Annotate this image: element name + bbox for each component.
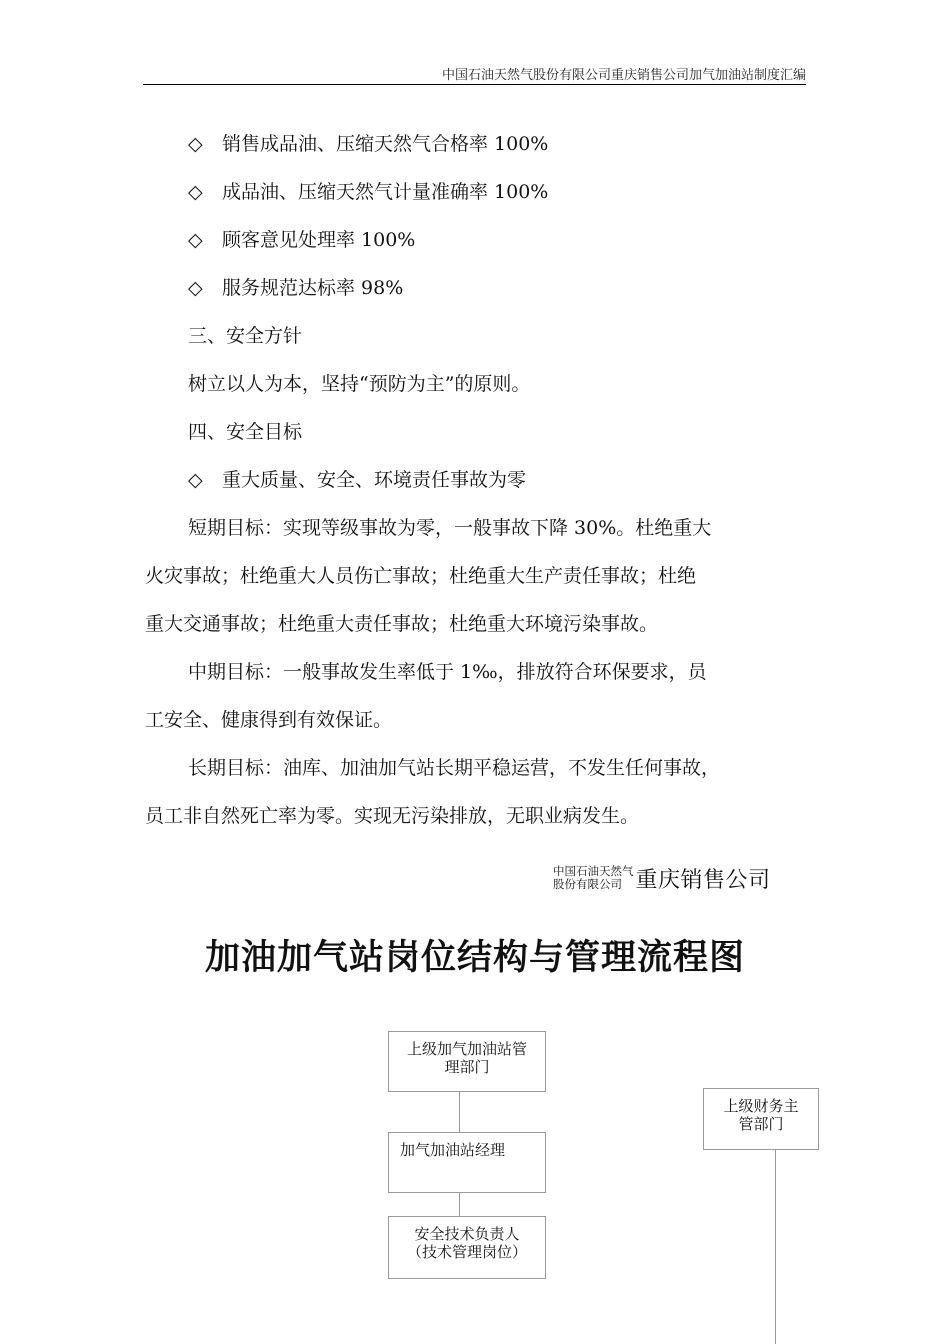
connector-line <box>775 1150 776 1344</box>
chart-title: 加油加气站岗位结构与管理流程图 <box>204 937 745 978</box>
paragraph-line: 工安全、健康得到有效保证。 <box>145 709 393 731</box>
bullet-text: 服务规范达标率 98% <box>222 277 404 299</box>
logo-line: 中国石油天然气 <box>553 864 634 878</box>
header-rule <box>143 84 806 85</box>
box-safety-technical-lead <box>388 1216 546 1279</box>
box-text: 上级财务主 <box>723 1097 799 1115</box>
bullet-item <box>188 132 548 156</box>
bullet-item <box>188 276 403 300</box>
paragraph-line: 短期目标：实现等级事故为零，一般事故下降 30%。杜绝重大 <box>188 517 712 539</box>
paragraph: 树立以人为本，坚持“预防为主”的原则。 <box>188 373 531 395</box>
connector-line <box>459 1092 460 1132</box>
logo-small-text <box>553 865 634 891</box>
bullet-item <box>188 180 548 204</box>
bullet-item <box>188 228 415 252</box>
box-text: 安全技术负责人 <box>414 1225 520 1243</box>
paragraph-line: 火灾事故；杜绝重大人员伤亡事故；杜绝重大生产责任事故；杜绝 <box>145 565 697 587</box>
company-logo <box>553 862 771 894</box>
bullet-text: 顾客意见处理率 100% <box>222 229 416 251</box>
diamond-bullet-icon: ◇ <box>188 277 203 299</box>
diamond-bullet-icon: ◇ <box>188 133 203 155</box>
diamond-bullet-icon: ◇ <box>188 469 203 491</box>
box-upper-finance <box>703 1088 819 1150</box>
diamond-bullet-icon: ◇ <box>188 181 203 203</box>
bullet-text: 销售成品油、压缩天然气合格率 100% <box>222 133 549 155</box>
box-text: （技术管理岗位） <box>406 1243 527 1261</box>
bullet-text: 重大质量、安全、环境责任事故为零 <box>222 469 527 491</box>
box-upper-station-management <box>388 1031 546 1092</box>
diamond-bullet-icon: ◇ <box>188 229 203 251</box>
box-text: 加气加油站经理 <box>400 1141 506 1159</box>
logo-big-text: 重庆销售公司 <box>635 867 771 893</box>
paragraph-line: 重大交通事故；杜绝重大责任事故；杜绝重大环境污染事故。 <box>145 613 659 635</box>
paragraph-line: 中期目标：一般事故发生率低于 1‰，排放符合环保要求，员 <box>188 661 707 683</box>
page-header: 中国石油天然气股份有限公司重庆销售公司加气加油站制度汇编 <box>441 68 806 83</box>
box-text: 上级加气加油站管 <box>406 1040 527 1058</box>
paragraph-line: 长期目标：油库、加油加气站长期平稳运营，不发生任何事故， <box>188 757 721 779</box>
logo-line: 股份有限公司 <box>553 877 622 891</box>
bullet-item <box>188 468 526 492</box>
box-station-manager <box>388 1132 546 1193</box>
box-text: 管部门 <box>738 1115 784 1133</box>
section-heading: 三、安全方针 <box>188 325 303 347</box>
paragraph-line: 员工非自然死亡率为零。实现无污染排放，无职业病发生。 <box>145 805 640 827</box>
box-text: 理部门 <box>444 1058 490 1076</box>
bullet-text: 成品油、压缩天然气计量准确率 100% <box>222 181 549 203</box>
section-heading: 四、安全目标 <box>188 421 303 443</box>
